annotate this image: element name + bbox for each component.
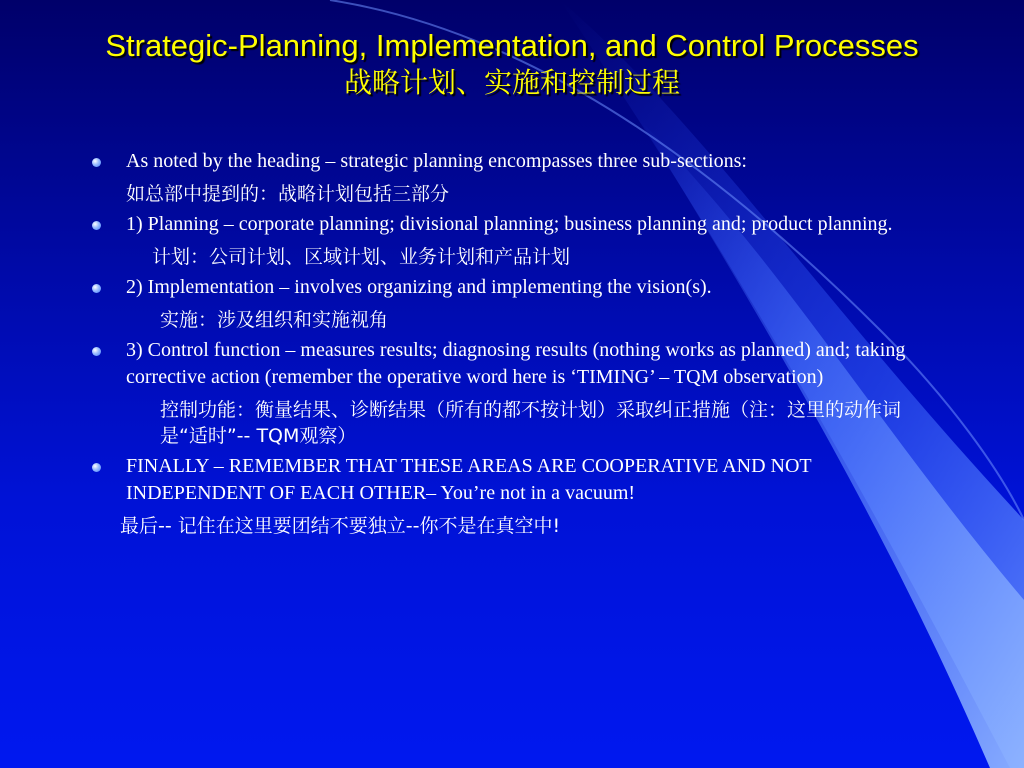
bullet-item-3 <box>90 274 940 333</box>
bullet-dot-icon <box>92 347 101 356</box>
bullet-item-1-chinese: 如总部中提到的：战略计划包括三部分 <box>126 183 450 205</box>
bullet-dot-icon <box>92 463 101 472</box>
bullet-dot-icon <box>92 284 101 293</box>
bullet-item-1-english: As noted by the heading – strategic planning encompasses three sub-sections: <box>126 150 747 172</box>
bullet-dot-icon <box>92 221 101 230</box>
bullet-item-4-chinese: 控制功能：衡量结果、诊断结果（所有的都不按计划）采取纠正措施（注：这里的动作词是“适时”-- TQM观察） <box>160 399 902 447</box>
bullet-item-2-chinese: 计划：公司计划、区域计划、业务计划和产品计划 <box>152 246 571 268</box>
bullet-item-5-english: FINALLY – REMEMBER THAT THESE AREAS ARE COOPERATIVE AND NOT INDEPENDENT OF EACH OTHER– You’re not in a vacuum! <box>126 455 812 504</box>
bullet-item-4 <box>90 337 940 449</box>
slide-title-english: Strategic-Planning, Implementation, and Control Processes <box>105 28 919 63</box>
bullet-item-3-english: 2) Implementation – involves organizing and implementing the vision(s). <box>126 276 712 298</box>
bullet-item-1 <box>90 148 940 207</box>
title-block <box>0 28 1024 102</box>
bullet-item-2-english: 1) Planning – corporate planning; divisional planning; business planning and; product planning. <box>126 213 893 235</box>
bullet-item-5 <box>90 453 940 539</box>
bullet-list <box>90 148 940 543</box>
bullet-dot-icon <box>92 158 101 167</box>
bullet-item-2 <box>90 211 940 270</box>
bullet-item-3-chinese: 实施：涉及组织和实施视角 <box>160 309 389 331</box>
slide-title-chinese: 战略计划、实施和控制过程 <box>343 66 680 99</box>
bullet-item-4-english: 3) Control function – measures results; diagnosing results (nothing works as planned) and; taking corrective action (remember the operative word here is ‘TIMING’ – TQM observation) <box>126 339 906 388</box>
bullet-item-5-chinese: 最后-- 记住在这里要团结不要独立--你不是在真空中! <box>120 515 561 537</box>
